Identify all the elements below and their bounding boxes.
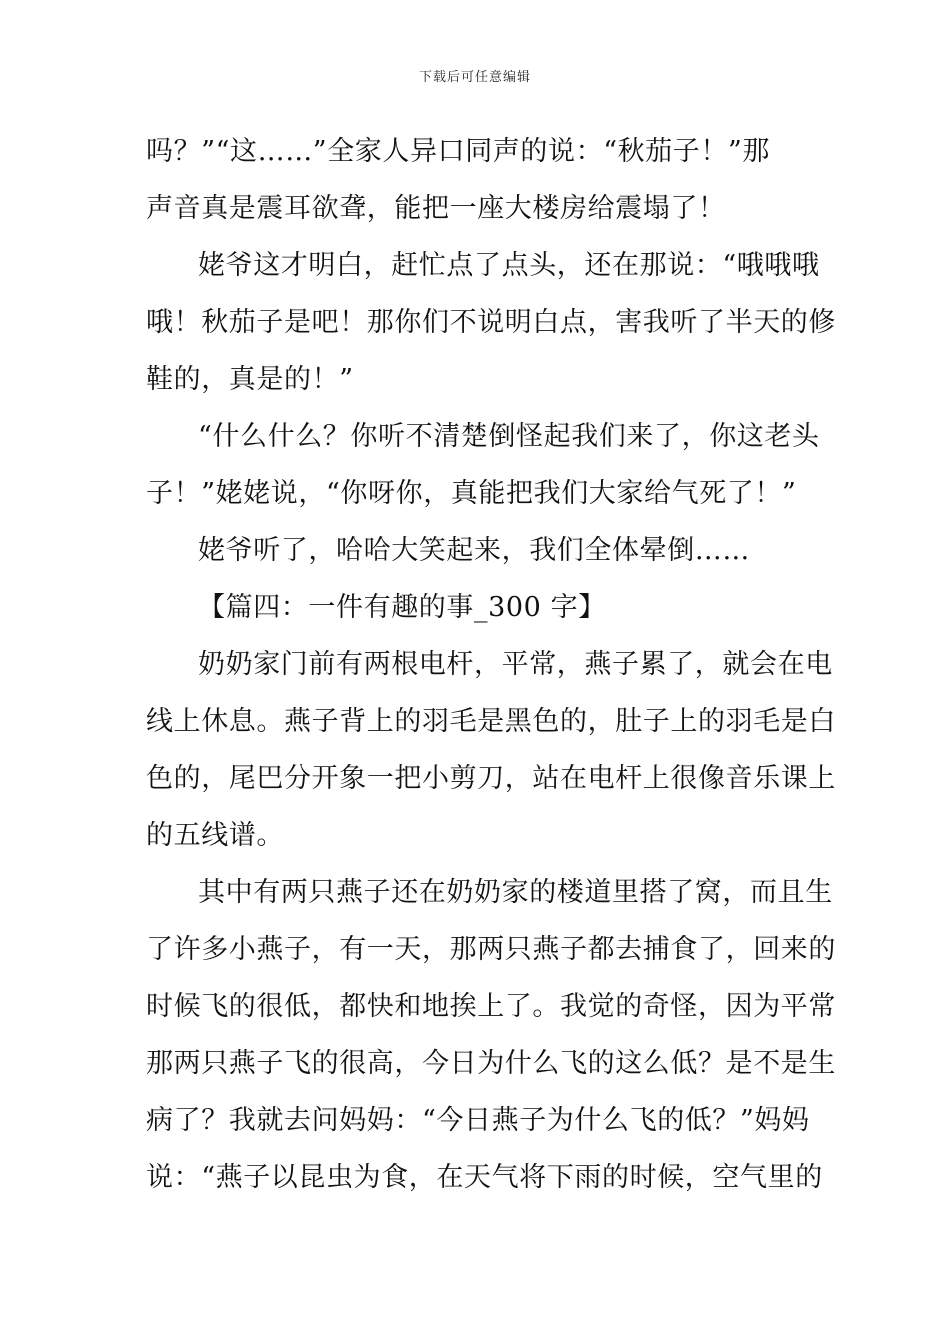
text-line: 病了？我就去问妈妈：“今日燕子为什么飞的低？”妈妈 bbox=[146, 1105, 810, 1136]
text-line: 线上休息。燕子背上的羽毛是黑色的，肚子上的羽毛是白 bbox=[146, 706, 836, 737]
text-line: 了许多小燕子，有一天，那两只燕子都去捕食了，回来的 bbox=[146, 934, 836, 965]
text-line: 哦！秋茄子是吧！那你们不说明白点，害我听了半天的修 bbox=[146, 307, 836, 338]
text-line: 吗？”“这……”全家人异口同声的说：“秋茄子！”那 bbox=[146, 136, 771, 167]
text-line: 时候飞的很低，都快和地挨上了。我觉的奇怪，因为平常 bbox=[146, 991, 836, 1022]
text-line: 的五线谱。 bbox=[146, 820, 284, 851]
text-line: 鞋的，真是的！” bbox=[146, 364, 354, 395]
text-line: 声音真是震耳欲聋，能把一座大楼房给震塌了！ bbox=[146, 193, 726, 224]
text-line: 色的，尾巴分开象一把小剪刀，站在电杆上很像音乐课上 bbox=[146, 763, 836, 794]
section-heading: 【篇四：一件有趣的事_300 字】 bbox=[198, 592, 606, 623]
page-header: 下载后可任意编辑 bbox=[418, 70, 531, 85]
text-line: 姥爷听了，哈哈大笑起来，我们全体晕倒…… bbox=[198, 535, 750, 566]
text-line: “什么什么？你听不清楚倒怪起我们来了，你这老头 bbox=[198, 421, 820, 452]
text-line: 姥爷这才明白，赶忙点了点头，还在那说：“哦哦哦 bbox=[198, 250, 820, 281]
text-line: 说：“燕子以昆虫为食，在天气将下雨的时候，空气里的 bbox=[146, 1162, 823, 1193]
text-line: 那两只燕子飞的很高，今日为什么飞的这么低？是不是生 bbox=[146, 1048, 836, 1079]
text-line: 其中有两只燕子还在奶奶家的楼道里搭了窝，而且生 bbox=[198, 877, 833, 908]
text-line: 奶奶家门前有两根电杆，平常，燕子累了，就会在电 bbox=[198, 649, 833, 680]
text-line: 子！”姥姥说，“你呀你，真能把我们大家给气死了！” bbox=[146, 478, 797, 509]
